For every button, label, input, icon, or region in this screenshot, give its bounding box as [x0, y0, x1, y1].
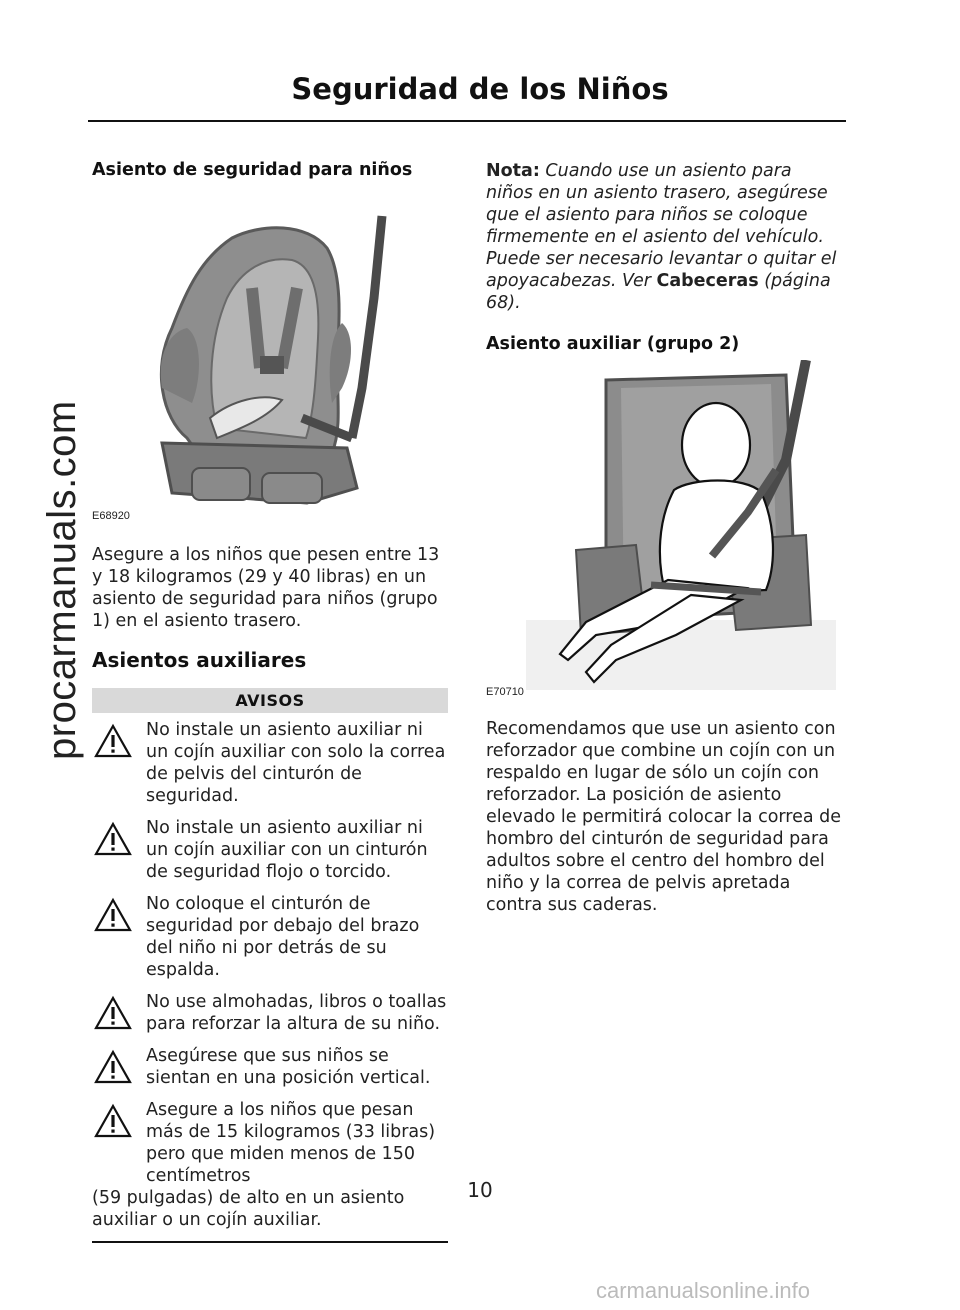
- paragraph-group1: Asegure a los niños que pesen entre 13 y 18 kilogramos (29 y 40 libras) en un asiento de seguridad para niños (grupo 1) en el asiento trasero.: [92, 545, 440, 631]
- booster-seat-illustration: [486, 360, 844, 696]
- warning-item: [92, 817, 448, 883]
- left-column: [92, 160, 448, 1243]
- figure-child-seat: [92, 188, 448, 522]
- warning-triangle-icon: [94, 723, 132, 759]
- section-heading-child-seat: Asiento de seguridad para niños: [92, 160, 413, 180]
- section-heading-booster-group2: Asiento auxiliar (grupo 2): [486, 334, 740, 354]
- warnings-list: [92, 719, 448, 1231]
- warnings-bar: AVISOS: [92, 688, 448, 713]
- right-column: [486, 160, 844, 916]
- warning-text: Asegúrese que sus niños se sientan en una posición vertical.: [146, 1046, 431, 1088]
- note-paragraph: [486, 160, 844, 314]
- note-text: Cuando use un asiento para niños en un asiento trasero, asegúrese que el asiento para niños se coloque firmemente en el asiento del vehículo. Puede ser necesario levantar o quitar el apoyacabezas. Ver: [486, 161, 837, 291]
- footer-site-watermark: carmanualsonline.info: [596, 1278, 811, 1303]
- cabeceras-link[interactable]: Cabeceras: [656, 271, 759, 291]
- figure-code-e70710: E70710: [486, 686, 524, 698]
- warning-text: No coloque el cinturón de seguridad por debajo del brazo del niño ni por detrás de su espalda.: [146, 894, 420, 980]
- figure-code-e68920: E68920: [92, 510, 130, 522]
- side-watermark: procarmanuals.com: [40, 400, 84, 760]
- warning-item: [92, 1099, 448, 1231]
- warning-item: [92, 991, 448, 1035]
- section-heading-boosters: Asientos auxiliares: [92, 648, 307, 672]
- warning-item: [92, 719, 448, 807]
- note-page-ref: (página 68).: [486, 271, 831, 313]
- warning-triangle-icon: [94, 995, 132, 1031]
- warning-triangle-icon: [94, 1103, 132, 1139]
- warning-triangle-icon: [94, 821, 132, 857]
- warning-triangle-icon: [94, 897, 132, 933]
- figure-booster-seat: [486, 360, 844, 696]
- warning-text: Asegure a los niños que pesan más de 15 kilogramos (33 libras) pero que miden menos de 150 centímetros: [146, 1100, 436, 1186]
- page-title: Seguridad de los Niños: [291, 72, 669, 106]
- warning-item: [92, 893, 448, 981]
- warning-item: [92, 1045, 448, 1089]
- page-number: 10: [467, 1178, 493, 1202]
- note-label: Nota:: [486, 161, 540, 181]
- warning-text-continued: (59 pulgadas) de alto en un asiento auxiliar o un cojín auxiliar.: [92, 1188, 405, 1230]
- warning-text: No use almohadas, libros o toallas para reforzar la altura de su niño.: [146, 992, 447, 1034]
- paragraph-recommendation: Recomendamos que use un asiento con reforzador que combine un cojín con un respaldo en lugar de sólo un cojín con reforzador. La posición de asiento elevado le permitirá colocar la correa de hombro del cinturón de seguridad para adultos sobre el centro del hombro del niño y la correa de pelvis apretada contra sus caderas.: [486, 719, 842, 915]
- warning-text: No instale un asiento auxiliar ni un cojín auxiliar con solo la correa de pelvis del cinturón de seguridad.: [146, 720, 446, 806]
- warning-triangle-icon: [94, 1049, 132, 1085]
- header-rule: [88, 120, 846, 122]
- warning-text: No instale un asiento auxiliar ni un cojín auxiliar con un cinturón de seguridad flojo o torcido.: [146, 818, 428, 882]
- child-seat-illustration: [92, 188, 448, 518]
- warnings-end-rule: [92, 1241, 448, 1243]
